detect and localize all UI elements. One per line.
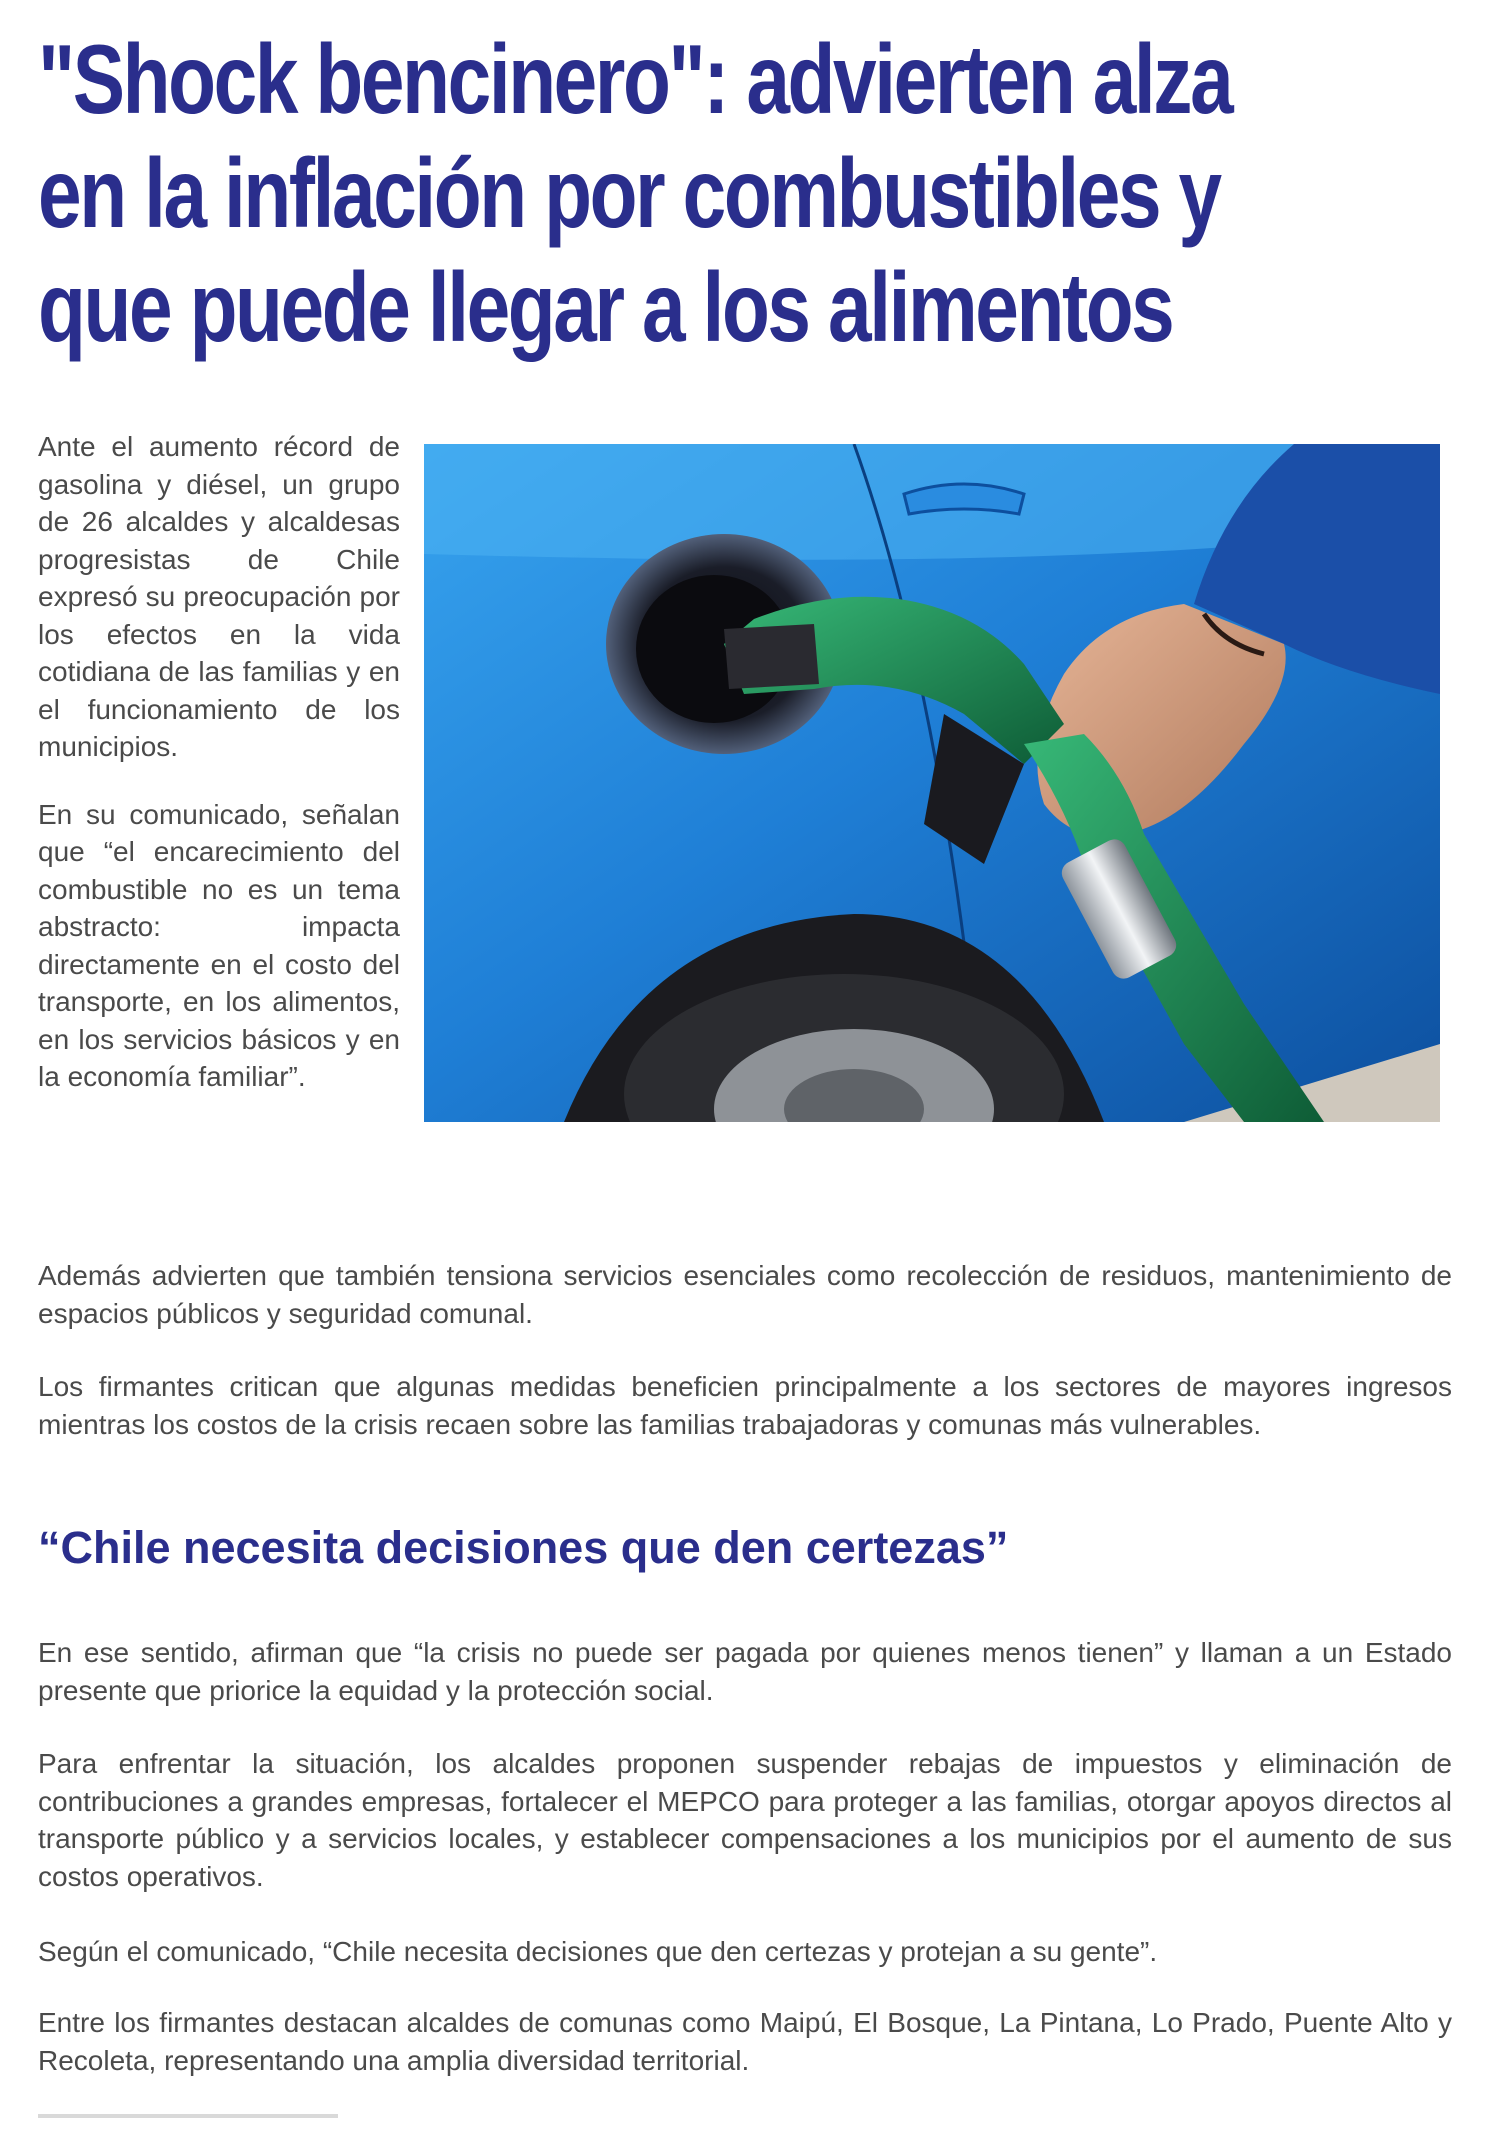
- headline: [38, 22, 1232, 364]
- paragraph: Los firmantes critican que algunas medidas beneficien principalmente a los sectores de mayores ingresos mientras los costos de la crisis recaen sobre las familias trabajadoras y comunas más vulnerables.: [38, 1371, 1452, 1440]
- headline-line: en la inflación por combustibles y: [38, 138, 1220, 248]
- nozzle-spout: [724, 624, 819, 689]
- paragraph: Ante el aumento récord de gasolina y diésel, un grupo de 26 alcaldes y alcaldesas progresistas de Chile expresó su preocupación por los efectos en la vida cotidiana de las familias y en el funcionamiento de los municipios.: [38, 431, 400, 762]
- subheading: “Chile necesita decisiones que den certezas”: [38, 1522, 1009, 1573]
- bottom-divider: [38, 2114, 338, 2118]
- side-column-text: [38, 428, 400, 1126]
- fuel-pump-illustration: [424, 444, 1440, 1122]
- headline-line: "Shock bencinero": advierten alza: [38, 24, 1232, 134]
- paragraph: Además advierten que también tensiona servicios esenciales como recolección de residuos, mantenimiento de espacios públicos y seguridad comunal.: [38, 1260, 1452, 1329]
- paragraph: Entre los firmantes destacan alcaldes de comunas como Maipú, El Bosque, La Pintana, Lo Prado, Puente Alto y Recoleta, representando una amplia diversidad territorial.: [38, 2007, 1452, 2076]
- headline-line: que puede llegar a los alimentos: [38, 252, 1173, 362]
- fuel-pump-photo: [424, 444, 1440, 1122]
- door-handle: [904, 484, 1024, 514]
- paragraph: En ese sentido, afirman que “la crisis no puede ser pagada por quienes menos tienen” y llaman a un Estado presente que priorice la equidad y la protección social.: [38, 1637, 1452, 1706]
- paragraph: Para enfrentar la situación, los alcaldes proponen suspender rebajas de impuestos y eliminación de contribuciones a grandes empresas, fortalecer el MEPCO para proteger a las familias, otorgar apoyos directos al transporte público y a servicios locales, y establecer compensaciones a los municipios por el aumento de sus costos operativos.: [38, 1748, 1452, 1892]
- paragraph: En su comunicado, señalan que “el encarecimiento del combustible no es un tema abstracto: impacta directamente en el costo del transporte, en los alimentos, en los servicios básicos y en la economía familiar”.: [38, 798, 400, 1092]
- paragraph: Según el comunicado, “Chile necesita decisiones que den certezas y protejan a su gente”.: [38, 1936, 1158, 1967]
